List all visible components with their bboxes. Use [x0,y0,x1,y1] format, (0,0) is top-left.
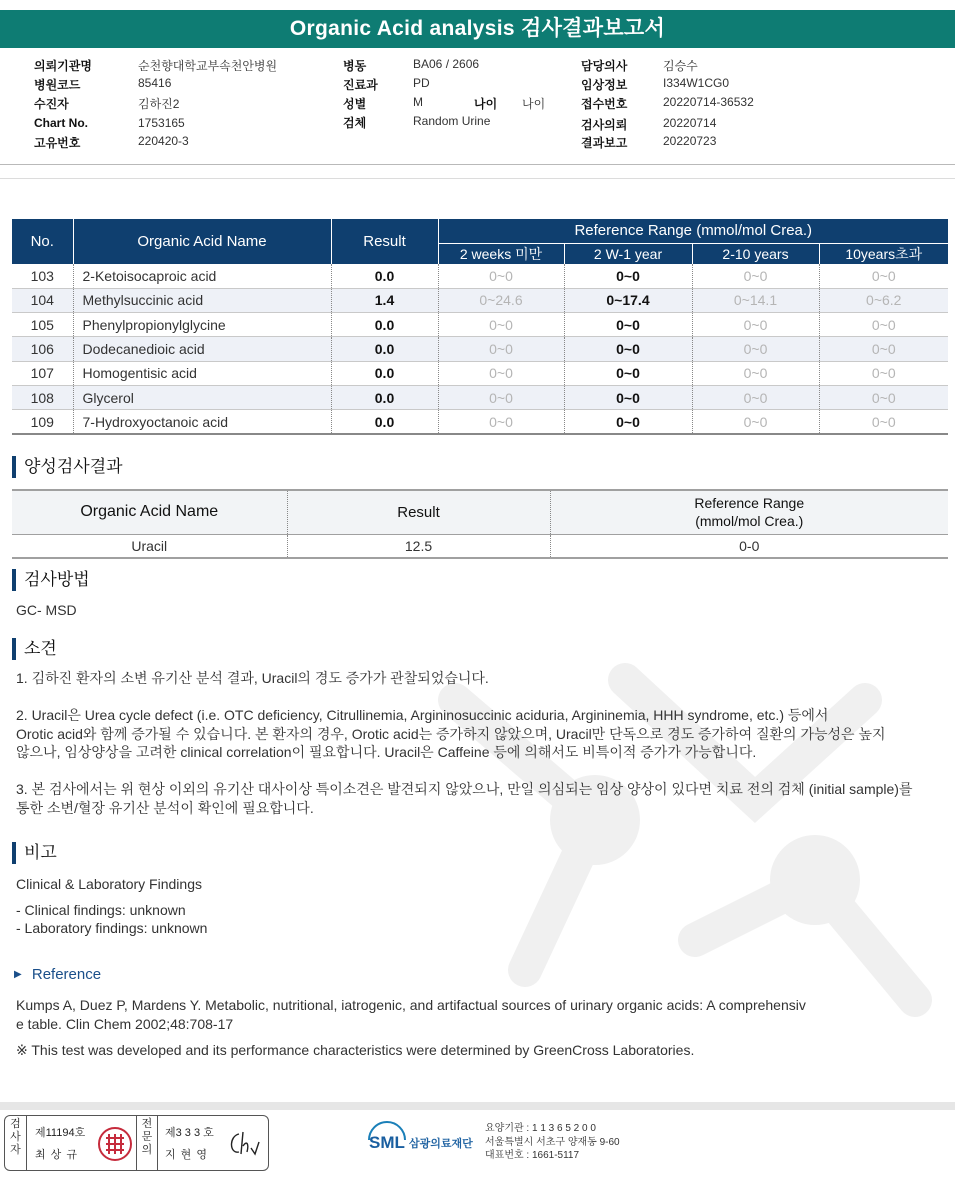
cell-name: Phenylpropionylglycine [73,313,331,337]
info-label: 검사의뢰 [581,118,628,132]
cell-name: Glycerol [73,385,331,409]
method-text: GC- MSD [16,602,77,618]
cell-no: 108 [12,385,73,409]
cell-ref: 0~6.2 [819,288,948,312]
info-value: 20220714 [663,116,717,130]
report-title: Organic Acid analysis 검사결과보고서 [0,10,955,48]
ref-line1: Reference Range [694,495,805,512]
cell-ref: 0~0 [564,361,692,385]
info-label: Chart No. [34,116,88,130]
cell-result: 1.4 [331,288,438,312]
cell-ref: 0~14.1 [692,288,819,312]
col-age4: 10years초과 [819,243,948,264]
section-title: 검사방법 [24,570,90,589]
cell-name: 2-Ketoisocaproic acid [73,264,331,288]
patient-info [0,56,955,164]
info-label: 검체 [343,116,367,130]
cell-ref: 0~0 [819,410,948,434]
info-label: 결과보고 [581,136,628,150]
age-label: 나이 [474,97,498,111]
cell-ref: 0~0 [438,337,564,361]
footer-band [0,1102,955,1110]
opinion-p2 [16,706,886,762]
signature-icon [225,1128,267,1160]
table-row [12,534,948,558]
cell-ref: 0~0 [564,410,692,434]
address-line: 대표번호 : 1661-5117 [485,1150,580,1161]
section-title: 소견 [24,639,57,658]
cell-ref: 0~0 [692,410,819,434]
cell-ref: 0~0 [564,313,692,337]
info-label: 수진자 [34,97,69,111]
method-heading [12,569,90,591]
cell-ref: 0~24.6 [438,288,564,312]
org-address [485,1122,620,1163]
table-row [12,313,948,337]
sml-logo [365,1118,473,1163]
remarks-heading [12,842,57,864]
table-row [12,361,948,385]
reference-note: ※ This test was developed and its performance characteristics were determined by GreenCross Laboratories. [16,1042,695,1058]
cell-ref: 0~0 [692,264,819,288]
table-row [12,385,948,409]
cell-ref: 0~17.4 [564,288,692,312]
info-value: 20220714-36532 [663,95,754,109]
col-age2: 2 W-1 year [564,243,692,264]
info-label: 진료과 [343,78,378,92]
seal-stamp-icon [97,1126,133,1162]
opinion-p3 [16,780,913,817]
cell-ref: 0~0 [692,361,819,385]
text-line: 않으나, 임상양상을 고려한 clinical correlation이 필요합니다. Uracil은 Caffeine 등에 의해서도 비특이적 증가가 가능합니다. [16,744,757,760]
table-row [12,264,948,288]
cell-result: 0.0 [331,264,438,288]
cell-ref: 0~0 [692,337,819,361]
col-name: Organic Acid Name [73,219,331,264]
cell-ref: 0-0 [550,534,948,558]
info-label: 의뢰기관명 [34,59,92,73]
cell-ref: 0~0 [819,313,948,337]
cell-result: 0.0 [331,410,438,434]
cell-ref: 0~0 [692,385,819,409]
cell-name: Methylsuccinic acid [73,288,331,312]
cell-name: 7-Hydroxyoctanoic acid [73,410,331,434]
section-marker [12,569,16,591]
info-value: M [413,95,423,109]
cell-no: 107 [12,361,73,385]
cell-ref: 0~0 [438,410,564,434]
cell-ref: 0~0 [438,313,564,337]
doctor-label: 전문의 [136,1116,158,1170]
col-reference: Reference Range (mmol/mol Crea.) [438,219,948,243]
info-value: BA06 / 2606 [413,57,480,71]
text-line: e table. Clin Chem 2002;48:708-17 [16,1015,234,1032]
cell-name: Homogentisic acid [73,361,331,385]
address-line: 요양기관 : 1 1 3 6 5 2 0 0 [485,1123,596,1134]
tester-license: 제11194호 [35,1127,86,1139]
info-value: 20220723 [663,134,717,148]
doctor-license: 제3 3 3 호 [165,1127,214,1139]
age-value: 나이 [522,97,546,111]
col-age1: 2 weeks 미만 [438,243,564,264]
text-line: 통한 소변/혈장 유기산 분석이 확인에 필요합니다. [16,799,314,816]
info-label: 고유번호 [34,136,81,150]
positive-results-heading [12,456,123,478]
info-value: 김승수 [663,59,698,73]
cell-name: Uracil [12,534,287,558]
info-value: 김하진2 [138,97,180,111]
section-title: Reference [31,966,102,983]
remarks-line: Clinical & Laboratory Findings [16,876,202,892]
cell-result: 12.5 [287,534,550,558]
info-value: Random Urine [413,114,491,128]
info-label: 임상정보 [581,78,628,92]
col-no: No. [12,219,73,264]
cell-no: 104 [12,288,73,312]
cell-name: Dodecanedioic acid [73,337,331,361]
org-name: 삼광의료재단 [409,1138,473,1150]
remarks-line: - Clinical findings: unknown [16,902,186,918]
info-value: PD [413,76,430,90]
text-line: Kumps A, Duez P, Mardens Y. Metabolic, nutritional, iatrogenic, and artifactual sources of urinary organic acids: A comprehensiv [16,997,806,1013]
cell-ref: 0~0 [819,361,948,385]
opinion-p1: 1. 김하진 환자의 소변 유기산 분석 결과, Uracil의 경도 증가가 관찰되었습니다. [16,670,489,686]
cell-ref: 0~0 [819,337,948,361]
cell-ref: 0~0 [819,264,948,288]
cell-result: 0.0 [331,337,438,361]
positive-results-table [12,489,948,559]
triangle-icon: ▶ [14,969,22,980]
info-value: I334W1CG0 [663,76,730,90]
section-title: 비고 [24,843,57,862]
col-name: Organic Acid Name [12,490,287,534]
svg-text:SML: SML [369,1133,405,1152]
doctor-name: 지 현 영 [165,1149,208,1161]
info-label: 담당의사 [581,59,628,73]
text-line: 3. 본 검사에서는 위 현상 이외의 유기산 대사이상 특이소견은 발견되지 않았으나, 만일 의심되는 임상 양상이 있다면 치료 전의 검체 (initial sample)를 [16,781,913,797]
table-row [12,337,948,361]
opinion-heading [12,638,57,660]
info-value: 1753165 [138,116,185,130]
reference-text [16,996,806,1033]
cell-no: 106 [12,337,73,361]
cell-ref: 0~0 [438,264,564,288]
col-result: Result [287,490,550,534]
text-line: 2. Uracil은 Urea cycle defect (i.e. OTC deficiency, Citrullinemia, Argininosuccinic aciduria, Argininemia, HHH syndrome, etc.) 등에서 [16,707,829,723]
text-line: Orotic acid와 함께 증가될 수 있습니다. 본 환자의 경우, Orotic acid는 증가하지 않았으며, Uracil만 단독으로 경도 증가하여 질환의 가능성은 높지 [16,725,886,742]
table-row [12,288,948,312]
reference-heading [14,966,101,983]
cell-ref: 0~0 [564,385,692,409]
cell-ref: 0~0 [438,385,564,409]
cell-ref: 0~0 [819,385,948,409]
section-marker [12,638,16,660]
remarks-line: - Laboratory findings: unknown [16,920,208,936]
info-value: 220420-3 [138,134,189,148]
cell-result: 0.0 [331,385,438,409]
info-label: 접수번호 [581,97,628,111]
ref-line2: (mmol/mol Crea.) [695,513,804,530]
info-value: 순천향대학교부속천안병원 [138,59,278,73]
divider [0,178,955,179]
col-result: Result [331,219,438,264]
cell-no: 103 [12,264,73,288]
info-label: 병동 [343,59,367,73]
cell-ref: 0~0 [564,264,692,288]
section-marker [12,842,16,864]
cell-result: 0.0 [331,313,438,337]
divider [0,164,955,165]
cell-result: 0.0 [331,361,438,385]
info-value: 85416 [138,76,172,90]
tester-name: 최 상 규 [35,1149,78,1161]
cell-ref: 0~0 [692,313,819,337]
info-label: 성별 [343,97,367,111]
info-label: 병원코드 [34,78,81,92]
signature-box [4,1115,269,1171]
cell-no: 105 [12,313,73,337]
organic-acid-table [12,219,948,435]
section-title: 양성검사결과 [24,457,123,476]
cell-ref: 0~0 [564,337,692,361]
col-reference [550,490,948,534]
section-marker [12,456,16,478]
cell-no: 109 [12,410,73,434]
tester-label: 검사자 [5,1116,27,1170]
table-row [12,410,948,434]
sml-logo-icon [365,1118,409,1158]
col-age3: 2-10 years [692,243,819,264]
address-line: 서울특별시 서초구 양재동 9-60 [485,1136,620,1148]
cell-ref: 0~0 [438,361,564,385]
